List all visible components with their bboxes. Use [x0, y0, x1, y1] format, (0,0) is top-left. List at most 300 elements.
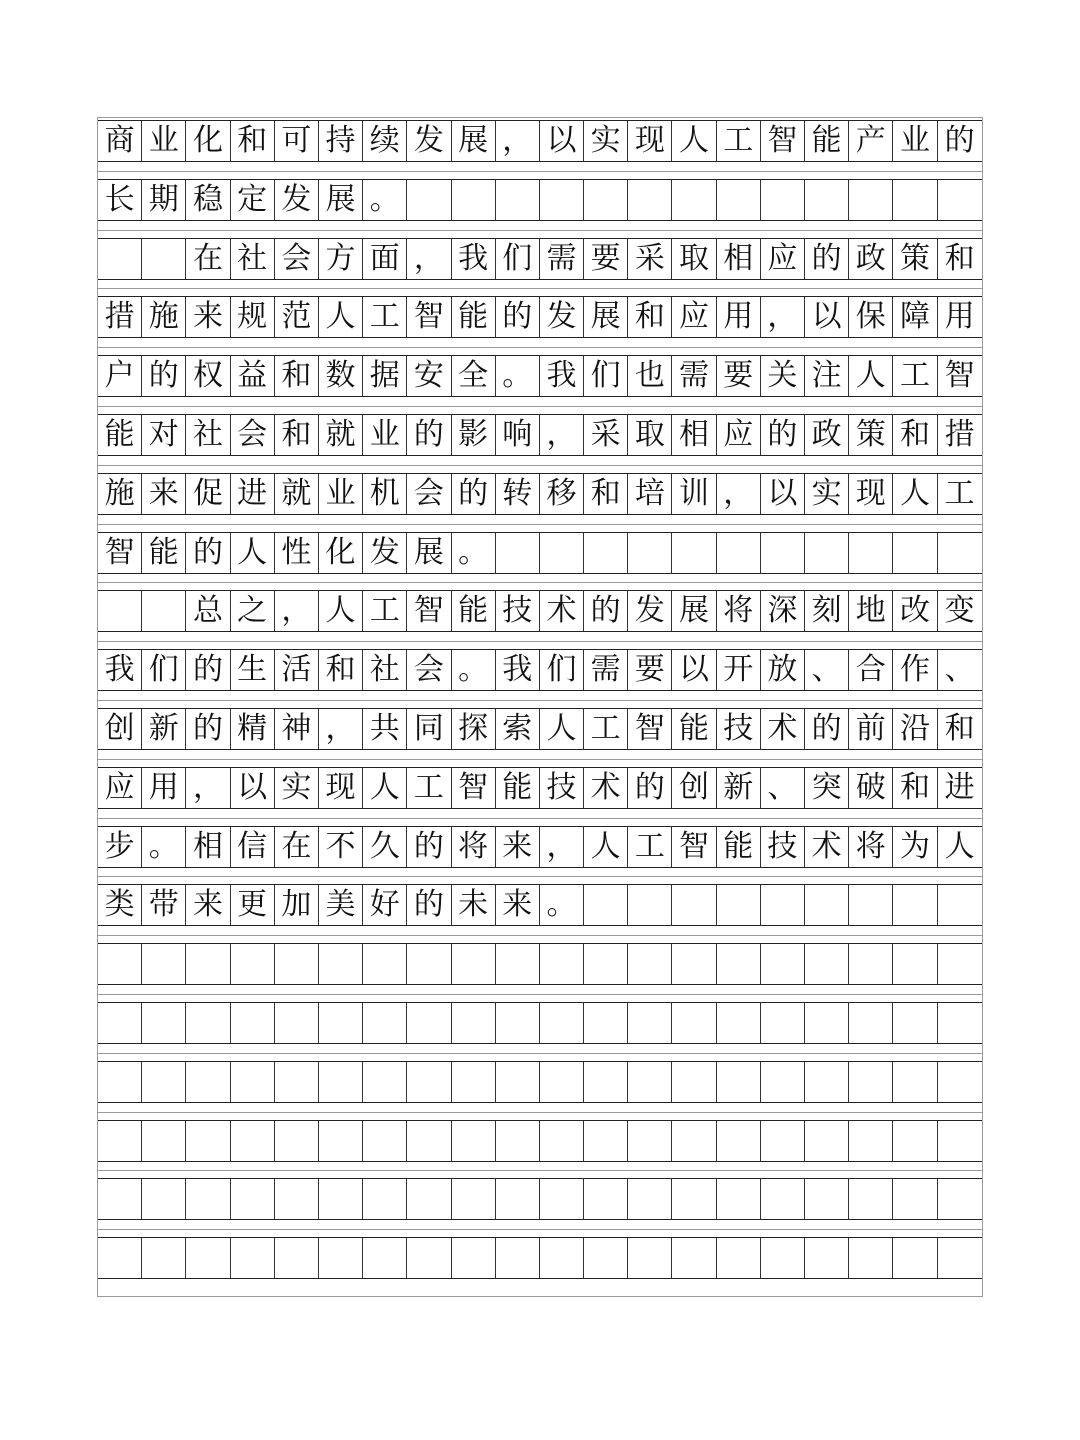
grid-row [98, 649, 982, 691]
grid-cell: ， [275, 591, 319, 631]
grid-cell: 方 [319, 239, 363, 279]
grid-cell [496, 1179, 540, 1219]
grid-cell [938, 1121, 982, 1161]
grid-cell [186, 1179, 230, 1219]
grid-cell [496, 1062, 540, 1102]
grid-cell [496, 533, 540, 573]
grid-cell [849, 1238, 893, 1278]
grid-cell: 人 [319, 297, 363, 337]
grid-cell [319, 1179, 363, 1219]
grid-cell [142, 1238, 186, 1278]
grid-cell [717, 1238, 761, 1278]
row-gutter-line [98, 641, 982, 642]
grid-cell: 的 [142, 356, 186, 396]
grid-row [98, 120, 982, 162]
grid-cell: 转 [496, 474, 540, 514]
grid-cell [319, 944, 363, 984]
grid-cell [672, 1121, 716, 1161]
grid-cell [231, 1062, 275, 1102]
grid-cell [407, 1003, 451, 1043]
grid-cell [407, 1121, 451, 1161]
grid-cell [628, 885, 672, 925]
grid-cell: 我 [98, 650, 142, 690]
grid-cell [717, 944, 761, 984]
grid-cell: 在 [275, 827, 319, 867]
grid-cell: 为 [893, 827, 937, 867]
grid-cell [584, 944, 628, 984]
grid-cell: 以 [672, 650, 716, 690]
grid-cell [805, 180, 849, 220]
grid-cell: 和 [893, 415, 937, 455]
grid-cell: 相 [717, 239, 761, 279]
grid-cell [672, 533, 716, 573]
row-gutter-line [98, 406, 982, 407]
grid-cell: 产 [849, 121, 893, 161]
grid-cell: 沿 [893, 709, 937, 749]
grid-cell [275, 1238, 319, 1278]
grid-cell: ， [761, 297, 805, 337]
grid-cell [761, 885, 805, 925]
grid-cell [849, 533, 893, 573]
grid-cell: 的 [186, 650, 230, 690]
grid-cell [142, 944, 186, 984]
grid-cell: 范 [275, 297, 319, 337]
grid-cell [452, 1003, 496, 1043]
grid-cell: 类 [98, 885, 142, 925]
grid-cell: 全 [452, 356, 496, 396]
row-gutter-line [98, 582, 982, 583]
grid-cell [363, 1121, 407, 1161]
grid-cell: 人 [319, 591, 363, 631]
grid-cell [672, 1238, 716, 1278]
grid-row [98, 943, 982, 985]
grid-cell: 深 [761, 591, 805, 631]
grid-cell [363, 1062, 407, 1102]
grid-cell [717, 1179, 761, 1219]
grid-cell: 移 [540, 474, 584, 514]
grid-cell [805, 1179, 849, 1219]
grid-cell: 现 [849, 474, 893, 514]
grid-row [98, 708, 982, 750]
grid-cell [628, 533, 672, 573]
grid-cell: 我 [496, 650, 540, 690]
grid-cell: 技 [761, 827, 805, 867]
grid-cell: 人 [944, 828, 975, 864]
row-gutter-line [98, 171, 982, 172]
grid-row [98, 1178, 982, 1220]
grid-cell: 来 [496, 885, 540, 925]
grid-cell: 应 [672, 297, 716, 337]
grid-cell [142, 1121, 186, 1161]
grid-cell: 能 [717, 827, 761, 867]
grid-cell: 培 [628, 474, 672, 514]
grid-cell: 步 [98, 827, 142, 867]
grid-cell: 工 [944, 475, 975, 511]
grid-cell: ， [717, 474, 761, 514]
grid-cell: 应 [98, 768, 142, 808]
grid-cell [186, 944, 230, 984]
grid-cell [849, 885, 893, 925]
grid-cell [540, 1003, 584, 1043]
grid-cell [805, 1003, 849, 1043]
grid-cell: 发 [275, 180, 319, 220]
grid-cell: 会 [407, 474, 451, 514]
grid-cell: 展 [407, 533, 451, 573]
grid-cell: 不 [319, 827, 363, 867]
grid-cell: 。 [540, 885, 584, 925]
grid-cell: 能 [452, 297, 496, 337]
grid-cell [893, 1062, 937, 1102]
grid-cell [363, 944, 407, 984]
grid-row [98, 296, 982, 338]
grid-cell [628, 1121, 672, 1161]
grid-cell [938, 533, 982, 573]
grid-cell [496, 1003, 540, 1043]
grid-cell: 关 [761, 356, 805, 396]
grid-cell: 会 [407, 650, 451, 690]
grid-cell [717, 533, 761, 573]
grid-cell: 创 [672, 768, 716, 808]
grid-cell: 术 [761, 709, 805, 749]
grid-cell [452, 1062, 496, 1102]
row-gutter-line [98, 759, 982, 760]
grid-cell [452, 180, 496, 220]
grid-cell [805, 1121, 849, 1161]
grid-cell: 和 [584, 474, 628, 514]
grid-cell [407, 1238, 451, 1278]
row-gutter-line [98, 524, 982, 525]
grid-cell: 取 [628, 415, 672, 455]
grid-cell: 技 [496, 591, 540, 631]
grid-cell [628, 1062, 672, 1102]
grid-cell: 信 [231, 827, 275, 867]
grid-cell [363, 1238, 407, 1278]
grid-cell: 续 [363, 121, 407, 161]
grid-cell: 们 [584, 356, 628, 396]
grid-cell: 之 [231, 591, 275, 631]
grid-cell: 人 [893, 474, 937, 514]
grid-cell: 障 [893, 297, 937, 337]
grid-cell: 智 [761, 121, 805, 161]
grid-cell [407, 1062, 451, 1102]
grid-cell: 能 [98, 415, 142, 455]
grid-cell: 施 [142, 297, 186, 337]
grid-cell [584, 533, 628, 573]
grid-cell [186, 1238, 230, 1278]
grid-cell: 长 [98, 180, 142, 220]
grid-cell: 社 [186, 415, 230, 455]
grid-cell: 的 [584, 591, 628, 631]
grid-cell [628, 1238, 672, 1278]
grid-cell [938, 1238, 982, 1278]
grid-cell: 刻 [805, 591, 849, 631]
grid-cell [142, 239, 186, 279]
grid-row [98, 532, 982, 574]
grid-cell [319, 1062, 363, 1102]
grid-cell [938, 180, 982, 220]
grid-cell: 数 [319, 356, 363, 396]
grid-cell: 进 [944, 769, 975, 805]
grid-cell: 智 [407, 297, 451, 337]
grid-cell: 以 [231, 768, 275, 808]
grid-cell [496, 944, 540, 984]
grid-cell: 前 [849, 709, 893, 749]
grid-cell [584, 1179, 628, 1219]
grid-cell: 和 [231, 121, 275, 161]
grid-cell [805, 533, 849, 573]
grid-cell: 们 [496, 239, 540, 279]
grid-cell [584, 1003, 628, 1043]
grid-cell: 和 [275, 356, 319, 396]
grid-cell: 规 [231, 297, 275, 337]
grid-cell: 智 [628, 709, 672, 749]
row-gutter-line [98, 700, 982, 701]
grid-cell: ， [407, 239, 451, 279]
grid-cell: 工 [584, 709, 628, 749]
grid-cell [275, 1179, 319, 1219]
grid-cell: 智 [944, 358, 975, 394]
grid-cell: 工 [407, 768, 451, 808]
grid-cell [186, 1121, 230, 1161]
grid-cell: 现 [628, 121, 672, 161]
grid-cell [717, 180, 761, 220]
grid-cell [893, 885, 937, 925]
grid-cell: 也 [628, 356, 672, 396]
grid-cell [319, 1238, 363, 1278]
grid-cell: 作 [893, 650, 937, 690]
grid-cell: 注 [805, 356, 849, 396]
grid-cell: 业 [363, 415, 407, 455]
grid-cell: 展 [452, 121, 496, 161]
grid-cell: 发 [407, 121, 451, 161]
grid-cell: 的 [761, 415, 805, 455]
grid-cell: 的 [496, 297, 540, 337]
grid-cell [893, 1121, 937, 1161]
grid-cell [938, 944, 982, 984]
grid-cell: 期 [142, 180, 186, 220]
grid-cell [540, 1121, 584, 1161]
grid-cell: 活 [275, 650, 319, 690]
grid-cell: ， [540, 415, 584, 455]
grid-cell [540, 533, 584, 573]
grid-cell: 采 [584, 415, 628, 455]
grid-cell: 久 [363, 827, 407, 867]
grid-cell [761, 944, 805, 984]
grid-cell: 的 [805, 239, 849, 279]
grid-cell [672, 180, 716, 220]
grid-cell [584, 180, 628, 220]
grid-cell [672, 1003, 716, 1043]
grid-cell [275, 1121, 319, 1161]
grid-cell [142, 1179, 186, 1219]
grid-cell: 的 [407, 827, 451, 867]
grid-cell [98, 591, 142, 631]
grid-cell: 定 [231, 180, 275, 220]
grid-cell: 将 [717, 591, 761, 631]
grid-cell: 促 [186, 474, 230, 514]
grid-cell [761, 1121, 805, 1161]
grid-cell [628, 1003, 672, 1043]
grid-cell: 创 [98, 709, 142, 749]
grid-cell [540, 1238, 584, 1278]
grid-cell: 政 [849, 239, 893, 279]
grid-cell [186, 1003, 230, 1043]
grid-cell: 能 [496, 768, 540, 808]
grid-cell: 术 [584, 768, 628, 808]
grid-cell: 智 [407, 591, 451, 631]
grid-cell [452, 1179, 496, 1219]
grid-cell: 合 [849, 650, 893, 690]
grid-cell: 术 [805, 827, 849, 867]
grid-cell: 权 [186, 356, 230, 396]
grid-row [98, 1002, 982, 1044]
grid-cell [938, 1179, 982, 1219]
grid-cell [98, 944, 142, 984]
grid-cell: 商 [98, 121, 142, 161]
grid-row [98, 884, 982, 926]
grid-cell: 施 [98, 474, 142, 514]
grid-cell: 带 [142, 885, 186, 925]
grid-cell: 就 [319, 415, 363, 455]
grid-cell [275, 1003, 319, 1043]
grid-cell [761, 1238, 805, 1278]
grid-cell: 我 [452, 239, 496, 279]
grid-cell: 发 [540, 297, 584, 337]
grid-cell: 生 [231, 650, 275, 690]
grid-row [98, 590, 982, 632]
grid-cell: 更 [231, 885, 275, 925]
row-gutter-line [98, 465, 982, 466]
grid-cell: 的 [452, 474, 496, 514]
grid-cell: 用 [717, 297, 761, 337]
grid-cell: 人 [540, 709, 584, 749]
grid-cell: 加 [275, 885, 319, 925]
grid-cell: ， [540, 827, 584, 867]
grid-cell [407, 1179, 451, 1219]
grid-cell: 需 [540, 239, 584, 279]
grid-cell: 和 [628, 297, 672, 337]
grid-cell: 探 [452, 709, 496, 749]
grid-cell: 将 [849, 827, 893, 867]
grid-cell: 好 [363, 885, 407, 925]
grid-cell: 人 [363, 768, 407, 808]
grid-cell [849, 944, 893, 984]
grid-cell [98, 1121, 142, 1161]
grid-cell: 发 [628, 591, 672, 631]
grid-cell [893, 1179, 937, 1219]
grid-cell: 智 [452, 768, 496, 808]
grid-cell: 业 [142, 121, 186, 161]
grid-cell: 。 [452, 533, 496, 573]
grid-cell: 、 [761, 768, 805, 808]
grid-cell [717, 885, 761, 925]
grid-cell: 和 [944, 711, 975, 746]
grid-cell [672, 1062, 716, 1102]
row-gutter-line [98, 818, 982, 819]
row-gutter-line [98, 876, 982, 877]
grid-cell [407, 180, 451, 220]
grid-cell [628, 1179, 672, 1219]
grid-row [98, 1120, 982, 1162]
grid-cell: 训 [672, 474, 716, 514]
grid-cell [540, 180, 584, 220]
grid-cell [452, 944, 496, 984]
grid-cell: ， [496, 121, 540, 161]
grid-cell: 技 [540, 768, 584, 808]
grid-cell: 机 [363, 474, 407, 514]
grid-cell [363, 1003, 407, 1043]
grid-cell [142, 1003, 186, 1043]
grid-cell: 保 [849, 297, 893, 337]
grid-cell [805, 1062, 849, 1102]
grid-cell [98, 1179, 142, 1219]
grid-cell: 人 [584, 827, 628, 867]
grid-cell: 。 [363, 180, 407, 220]
grid-cell [761, 1179, 805, 1219]
grid-cell [849, 1003, 893, 1043]
grid-cell: 。 [142, 827, 186, 867]
grid-cell [672, 944, 716, 984]
grid-cell: 在 [186, 239, 230, 279]
grid-cell: 突 [805, 768, 849, 808]
grid-cell: 要 [628, 650, 672, 690]
grid-cell: 持 [319, 121, 363, 161]
grid-cell: 用 [142, 768, 186, 808]
grid-cell: 社 [231, 239, 275, 279]
grid-cell [186, 1062, 230, 1102]
grid-cell [98, 239, 142, 279]
grid-row [98, 826, 982, 868]
grid-cell: 益 [231, 356, 275, 396]
grid-cell: 策 [849, 415, 893, 455]
grid-cell: 。 [496, 356, 540, 396]
grid-cell: 们 [142, 650, 186, 690]
grid-cell [893, 533, 937, 573]
grid-cell: 业 [319, 474, 363, 514]
grid-cell: 们 [540, 650, 584, 690]
grid-cell: 的 [628, 768, 672, 808]
grid-cell: 新 [142, 709, 186, 749]
row-gutter-line [98, 230, 982, 231]
grid-cell: 影 [452, 415, 496, 455]
grid-cell: 的 [186, 709, 230, 749]
grid-cell: 工 [363, 591, 407, 631]
grid-cell [540, 944, 584, 984]
grid-cell [496, 1121, 540, 1161]
grid-cell: 来 [186, 297, 230, 337]
grid-cell [452, 1121, 496, 1161]
grid-row [98, 1061, 982, 1103]
grid-cell [938, 1003, 982, 1043]
grid-cell [761, 1062, 805, 1102]
grid-cell: 展 [319, 180, 363, 220]
grid-cell [584, 1121, 628, 1161]
grid-cell: 社 [363, 650, 407, 690]
grid-cell [717, 1121, 761, 1161]
grid-cell: 的 [186, 533, 230, 573]
grid-cell: 索 [496, 709, 540, 749]
grid-cell [761, 533, 805, 573]
grid-cell [231, 1003, 275, 1043]
grid-cell: 实 [275, 768, 319, 808]
grid-cell: 能 [452, 591, 496, 631]
grid-cell: 变 [944, 593, 975, 629]
grid-cell: 面 [363, 239, 407, 279]
grid-cell: 我 [540, 356, 584, 396]
grid-cell: 工 [717, 121, 761, 161]
grid-cell: 和 [319, 650, 363, 690]
grid-cell: 人 [672, 121, 716, 161]
